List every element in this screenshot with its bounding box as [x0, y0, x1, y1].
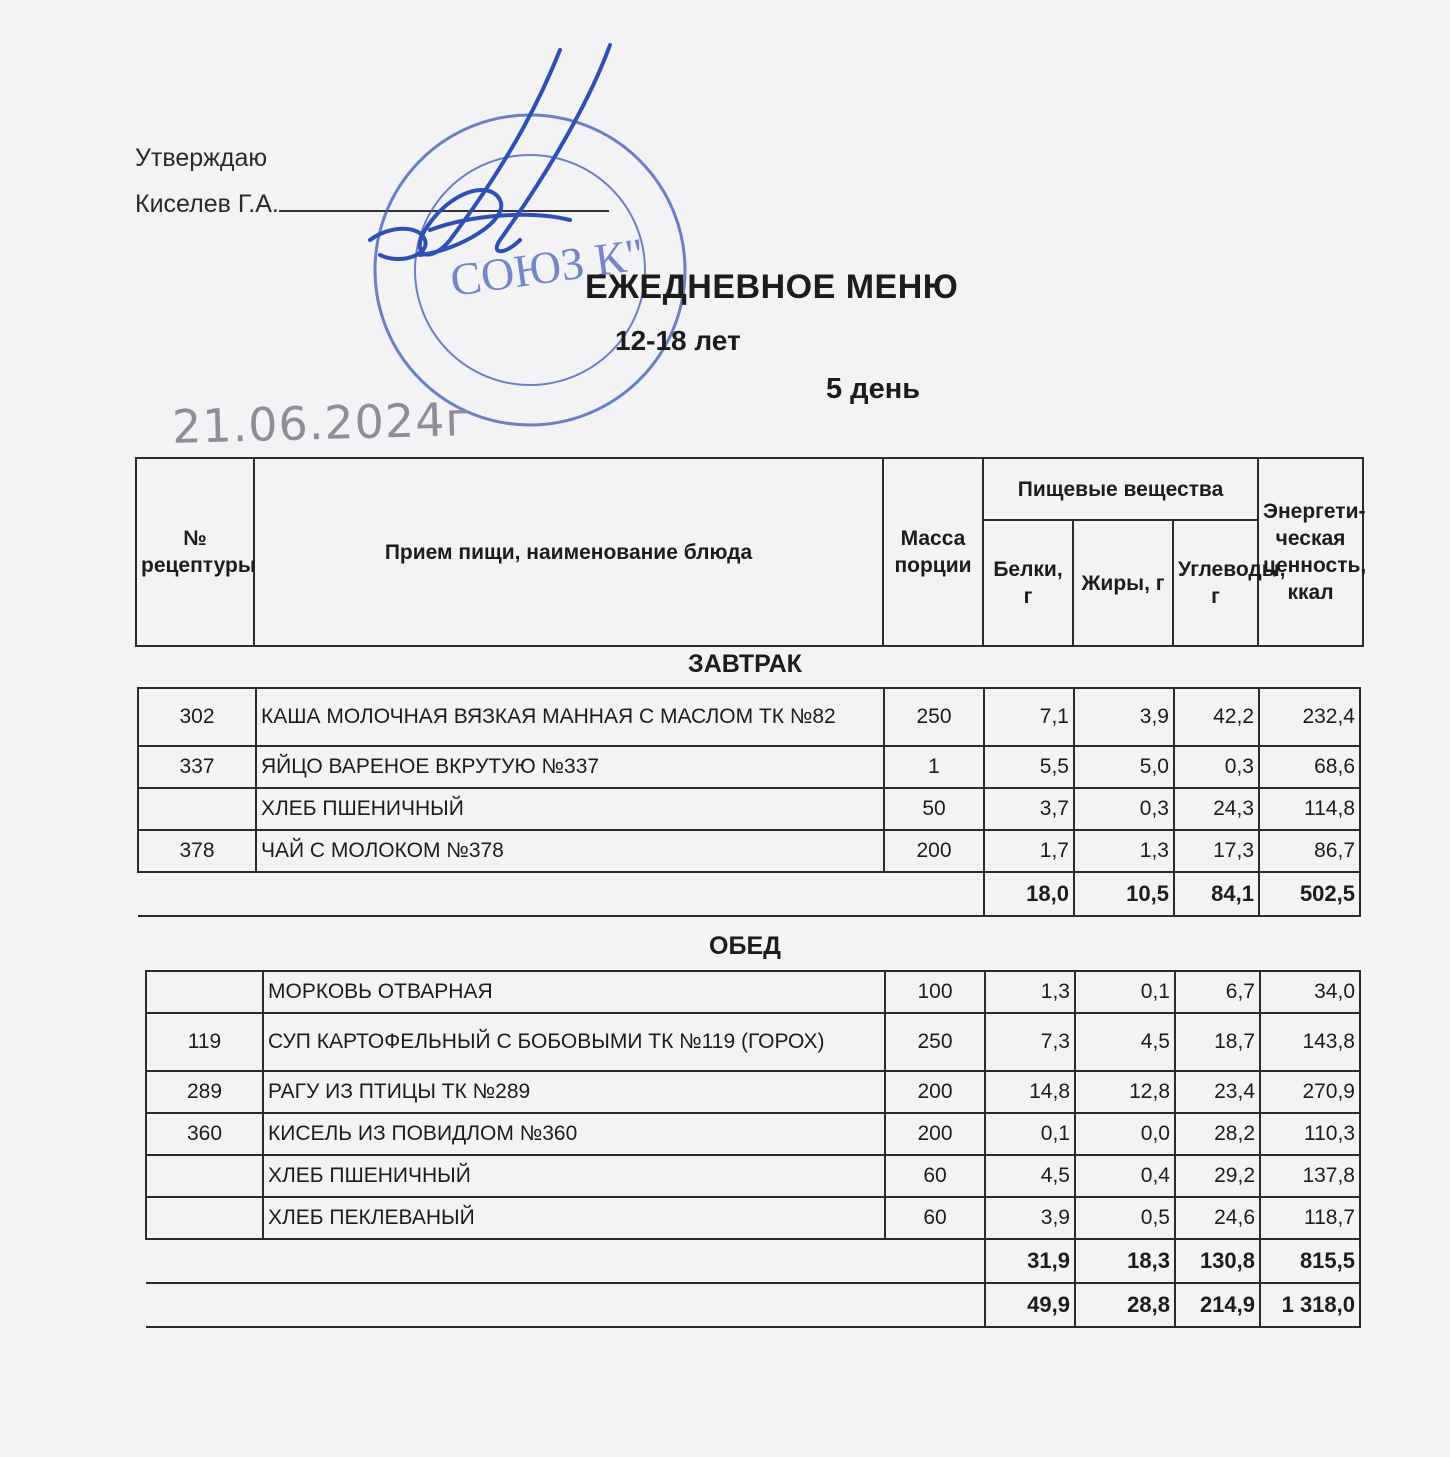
recipe-number [138, 788, 256, 830]
breakfast-total-fat: 10,5 [1074, 872, 1174, 916]
energy-value: 118,7 [1260, 1197, 1360, 1239]
day-total-row [146, 1283, 1360, 1327]
total-blank [146, 1239, 985, 1283]
day-total-energy: 1 318,0 [1260, 1283, 1360, 1327]
header-protein: Белки, г [983, 520, 1073, 646]
recipe-number: 302 [138, 688, 256, 746]
energy-value: 270,9 [1260, 1071, 1360, 1113]
fat-value: 5,0 [1074, 746, 1174, 788]
carbs-value: 0,3 [1174, 746, 1259, 788]
energy-value: 86,7 [1259, 830, 1360, 872]
protein-value: 1,3 [985, 971, 1075, 1013]
table-row [146, 971, 1360, 1013]
fat-value: 0,5 [1075, 1197, 1175, 1239]
recipe-number: 289 [146, 1071, 263, 1113]
handwritten-date: 21.06.2024г [171, 392, 472, 454]
table-row [138, 688, 1360, 746]
carbs-value: 17,3 [1174, 830, 1259, 872]
carbs-value: 42,2 [1174, 688, 1259, 746]
protein-value: 3,7 [984, 788, 1074, 830]
portion-mass: 200 [885, 1113, 985, 1155]
fat-value: 0,1 [1075, 971, 1175, 1013]
protein-value: 5,5 [984, 746, 1074, 788]
age-group: 12-18 лет [615, 325, 741, 356]
protein-value: 7,1 [984, 688, 1074, 746]
portion-mass: 200 [884, 830, 984, 872]
header-recipe-no: № рецептуры [136, 458, 254, 646]
fat-value: 1,3 [1074, 830, 1174, 872]
fat-value: 4,5 [1075, 1013, 1175, 1071]
lunch-total-carbs: 130,8 [1175, 1239, 1260, 1283]
table-row [138, 788, 1360, 830]
carbs-value: 6,7 [1175, 971, 1260, 1013]
header-carbs: Углеводы, г [1173, 520, 1258, 646]
recipe-number: 378 [138, 830, 256, 872]
dish-name: ХЛЕБ ПШЕНИЧНЫЙ [263, 1155, 885, 1197]
header-energy: Энергети-ческая ценность, ккал [1258, 458, 1363, 646]
energy-value: 143,8 [1260, 1013, 1360, 1071]
header-fat: Жиры, г [1073, 520, 1173, 646]
dish-name: МОРКОВЬ ОТВАРНАЯ [263, 971, 885, 1013]
protein-value: 0,1 [985, 1113, 1075, 1155]
signature-icon [370, 45, 610, 259]
table-row [146, 1113, 1360, 1155]
recipe-number [146, 1155, 263, 1197]
dish-name: ЧАЙ С МОЛОКОМ №378 [256, 830, 884, 872]
lunch-total-energy: 815,5 [1260, 1239, 1360, 1283]
carbs-value: 23,4 [1175, 1071, 1260, 1113]
dish-name: ЯЙЦО ВАРЕНОЕ ВКРУТУЮ №337 [256, 746, 884, 788]
fat-value: 0,3 [1074, 788, 1174, 830]
menu-day: 5 день [826, 373, 921, 405]
table-row [138, 830, 1360, 872]
table-row [146, 1013, 1360, 1071]
energy-value: 68,6 [1259, 746, 1360, 788]
fat-value: 0,4 [1075, 1155, 1175, 1197]
day-total-protein: 49,9 [985, 1283, 1075, 1327]
breakfast-total-row [138, 872, 1360, 916]
recipe-number [146, 971, 263, 1013]
portion-mass: 100 [885, 971, 985, 1013]
protein-value: 1,7 [984, 830, 1074, 872]
breakfast-total-protein: 18,0 [984, 872, 1074, 916]
table-row [146, 1155, 1360, 1197]
fat-value: 3,9 [1074, 688, 1174, 746]
protein-value: 4,5 [985, 1155, 1075, 1197]
energy-value: 137,8 [1260, 1155, 1360, 1197]
breakfast-total-energy: 502,5 [1259, 872, 1360, 916]
dish-name: РАГУ ИЗ ПТИЦЫ ТК №289 [263, 1071, 885, 1113]
portion-mass: 50 [884, 788, 984, 830]
lunch-table [145, 970, 1361, 1328]
dish-name: ХЛЕБ ПЕКЛЕВАНЫЙ [263, 1197, 885, 1239]
dish-name: СУП КАРТОФЕЛЬНЫЙ С БОБОВЫМИ ТК №119 (ГОРОХ) [263, 1013, 885, 1071]
recipe-number: 360 [146, 1113, 263, 1155]
protein-value: 14,8 [985, 1071, 1075, 1113]
energy-value: 110,3 [1260, 1113, 1360, 1155]
lunch-total-row [146, 1239, 1360, 1283]
energy-value: 114,8 [1259, 788, 1360, 830]
menu-header-table [135, 457, 1367, 647]
fat-value: 12,8 [1075, 1071, 1175, 1113]
table-row [146, 1071, 1360, 1113]
lunch-total-protein: 31,9 [985, 1239, 1075, 1283]
portion-mass: 1 [884, 746, 984, 788]
breakfast-total-carbs: 84,1 [1174, 872, 1259, 916]
lunch-total-fat: 18,3 [1075, 1239, 1175, 1283]
total-blank [138, 872, 984, 916]
approval-label: Утверждаю [135, 144, 268, 172]
carbs-value: 29,2 [1175, 1155, 1260, 1197]
carbs-value: 28,2 [1175, 1113, 1260, 1155]
recipe-number: 337 [138, 746, 256, 788]
page-title: ЕЖЕДНЕВНОЕ МЕНЮ [585, 268, 959, 306]
breakfast-table [137, 687, 1361, 917]
section-lunch: ОБЕД [709, 932, 781, 960]
table-row [146, 1197, 1360, 1239]
energy-value: 34,0 [1260, 971, 1360, 1013]
energy-value: 232,4 [1259, 688, 1360, 746]
header-nutrients: Пищевые вещества [983, 458, 1258, 520]
header-mass: Масса порции [883, 458, 983, 646]
carbs-value: 24,6 [1175, 1197, 1260, 1239]
recipe-number [146, 1197, 263, 1239]
day-total-fat: 28,8 [1075, 1283, 1175, 1327]
dish-name: КАША МОЛОЧНАЯ ВЯЗКАЯ МАННАЯ С МАСЛОМ ТК №82 [256, 688, 884, 746]
table-row [138, 746, 1360, 788]
recipe-number: 119 [146, 1013, 263, 1071]
total-blank [146, 1283, 985, 1327]
dish-name: КИСЕЛЬ ИЗ ПОВИДЛОМ №360 [263, 1113, 885, 1155]
carbs-value: 18,7 [1175, 1013, 1260, 1071]
section-breakfast: ЗАВТРАК [688, 650, 802, 678]
stamp-center-text: СОЮЗ К" [447, 228, 648, 306]
portion-mass: 60 [885, 1155, 985, 1197]
protein-value: 7,3 [985, 1013, 1075, 1071]
approver-name-text: Киселев Г.А. [135, 190, 279, 218]
portion-mass: 250 [884, 688, 984, 746]
day-total-carbs: 214,9 [1175, 1283, 1260, 1327]
portion-mass: 60 [885, 1197, 985, 1239]
carbs-value: 24,3 [1174, 788, 1259, 830]
portion-mass: 250 [885, 1013, 985, 1071]
protein-value: 3,9 [985, 1197, 1075, 1239]
portion-mass: 200 [885, 1071, 985, 1113]
header-dish: Прием пищи, наименование блюда [254, 458, 883, 646]
fat-value: 0,0 [1075, 1113, 1175, 1155]
dish-name: ХЛЕБ ПШЕНИЧНЫЙ [256, 788, 884, 830]
